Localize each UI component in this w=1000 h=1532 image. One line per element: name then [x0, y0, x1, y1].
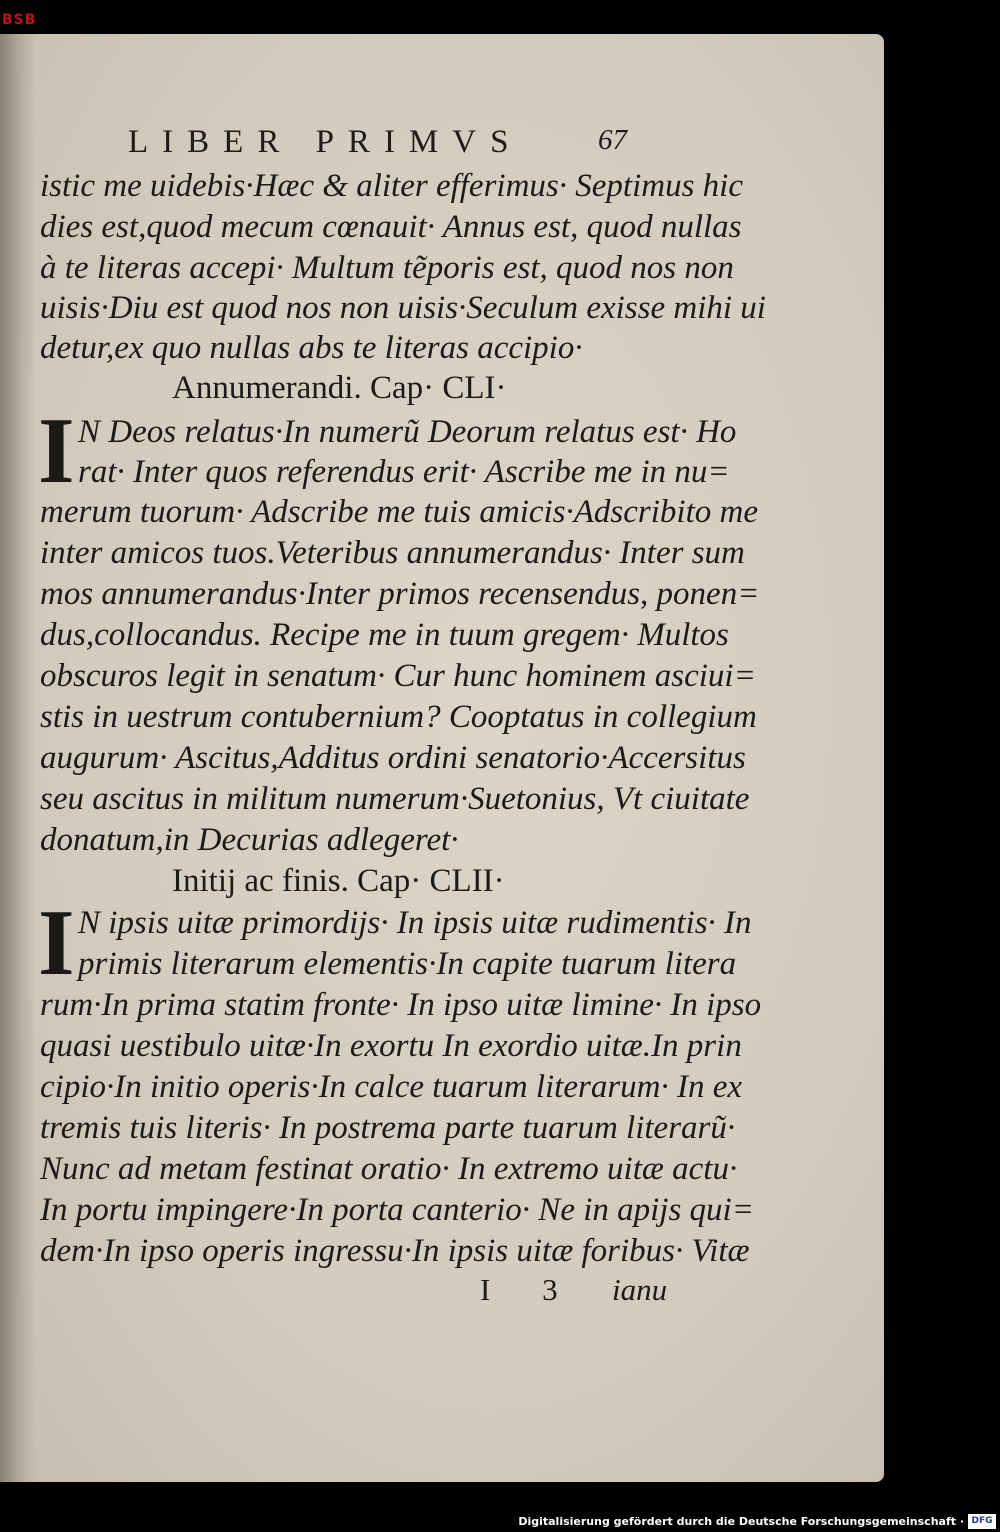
catchword: ianu: [612, 1272, 668, 1307]
page-number: 67: [598, 124, 627, 156]
text-line: N ipsis uitæ primordijs· In ipsis uitæ rudimentis· In: [78, 905, 752, 941]
signature-mark: I 3: [480, 1272, 580, 1307]
text-line: primis literarum elementis·In capite tuarum litera: [78, 946, 737, 982]
dfg-logo: DFG: [968, 1514, 996, 1529]
text-line: tremis tuis literis· In postrema parte tuarum literarũ·: [40, 1110, 736, 1146]
page-footer: [470, 1272, 690, 1312]
text-line: donatum,in Decurias adlegeret·: [40, 822, 459, 858]
text-line: Nunc ad metam festinat oratio· In extremo uitæ actu·: [40, 1151, 738, 1187]
text-line: uisis·Diu est quod nos non uisis·Seculum exisse mihi ui: [40, 290, 766, 326]
text-line: mos annumerandus·Inter primos recensendus, ponen=: [40, 576, 760, 612]
text-line: dus,collocandus. Recipe me in tuum gregem· Multos: [40, 617, 729, 653]
text-line: quasi uestibulo uitæ·In exortu In exordio uitæ.In prin: [40, 1028, 742, 1064]
text-line: dem·In ipso operis ingressu·In ipsis uitæ foribus· Vitæ: [40, 1233, 750, 1269]
text-line: rum·In prima statim fronte· In ipso uitæ limine· In ipso: [40, 987, 762, 1023]
bsb-logo: BSB: [2, 12, 37, 28]
chapter-heading: Initij ac finis. Cap· CLII·: [172, 863, 505, 899]
text-line: istic me uidebis·Hæc & aliter efferimus· Septimus hic: [40, 168, 743, 204]
book-gutter: [0, 34, 36, 1482]
funding-credit: Digitalisierung gefördert durch die Deutsche Forschungsgemeinschaft ·: [518, 1515, 964, 1528]
initial-letter: I: [38, 399, 75, 503]
text-line: inter amicos tuos.Veteribus annumerandus· Inter sum: [40, 535, 745, 571]
text-line: cipio·In initio operis·In calce tuarum literarum· In ex: [40, 1069, 743, 1105]
running-title: LIBER PRIMVS: [128, 124, 523, 160]
page-header: [128, 120, 688, 166]
text-line: rat· Inter quos referendus erit· Ascribe me in nu=: [78, 454, 730, 490]
text-line: augurum· Ascitus,Additus ordini senatorio·Accersitus: [40, 740, 746, 776]
text-line: dies est,quod mecum cœnauit· Annus est, quod nullas: [40, 209, 742, 245]
text-line: detur,ex quo nullas abs te literas accipio·: [40, 330, 583, 366]
text-line: seu ascitus in militum numerum·Suetonius, Vt ciuitate: [40, 781, 750, 817]
initial-letter: I: [38, 891, 75, 995]
text-line: obscuros legit in senatum· Cur hunc hominem asciui=: [40, 658, 756, 694]
credit-bar: [0, 1512, 1000, 1532]
text-line: merum tuorum· Adscribe me tuis amicis·Adscribito me: [40, 494, 758, 530]
text-line: à te literas accepi· Multum tẽporis est, quod nos non: [40, 250, 734, 286]
text-line: N Deos relatus·In numerũ Deorum relatus est· Ho: [78, 414, 737, 450]
chapter-heading: Annumerandi. Cap· CLI·: [172, 370, 507, 406]
text-line: stis in uestrum contubernium? Cooptatus in collegium: [40, 699, 757, 735]
text-line: In portu impingere·In porta canterio· Ne in apijs qui=: [40, 1192, 754, 1228]
